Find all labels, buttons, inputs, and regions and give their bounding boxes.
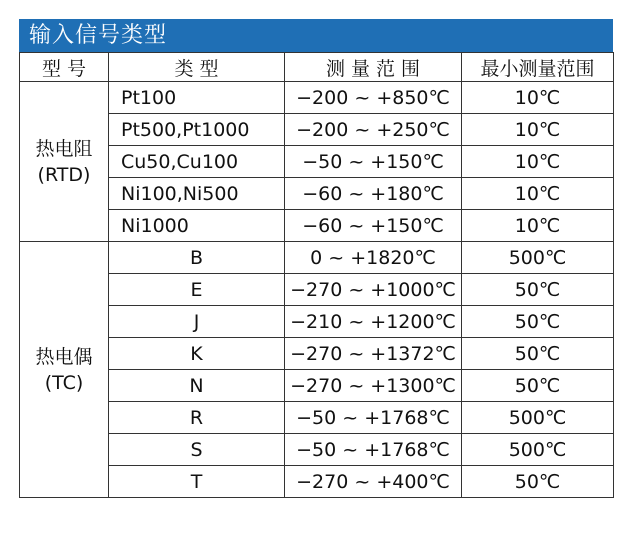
cell-range: −50 ~ +150℃ (285, 146, 462, 178)
cell-min-range: 10℃ (462, 114, 614, 146)
input-signal-table-panel (19, 19, 613, 498)
cell-model: Ni1000 (109, 210, 285, 242)
table-row (20, 210, 614, 242)
table-row (20, 370, 614, 402)
table-row (20, 242, 614, 274)
cell-range: −50 ~ +1768℃ (285, 402, 462, 434)
table-row (20, 114, 614, 146)
table-row (20, 338, 614, 370)
cell-min-range: 50℃ (462, 274, 614, 306)
cell-min-range: 50℃ (462, 306, 614, 338)
table-row (20, 466, 614, 498)
cell-model: J (109, 306, 285, 338)
header-type: 型 号 (20, 53, 109, 82)
table-title: 输入信号类型 (19, 19, 613, 52)
cell-model: T (109, 466, 285, 498)
header-range: 测 量 范 围 (285, 53, 462, 82)
cell-model: Pt100 (109, 82, 285, 114)
cell-min-range: 50℃ (462, 370, 614, 402)
cell-range: −270 ~ +400℃ (285, 466, 462, 498)
table-row (20, 274, 614, 306)
cell-min-range: 500℃ (462, 434, 614, 466)
cell-min-range: 10℃ (462, 178, 614, 210)
cell-min-range: 500℃ (462, 242, 614, 274)
cell-model: Ni100,Ni500 (109, 178, 285, 210)
table-row (20, 178, 614, 210)
cell-model: Cu50,Cu100 (109, 146, 285, 178)
cell-min-range: 50℃ (462, 338, 614, 370)
cell-model: N (109, 370, 285, 402)
cell-range: −200 ~ +250℃ (285, 114, 462, 146)
cell-model: B (109, 242, 285, 274)
cell-model: K (109, 338, 285, 370)
signal-type-table (19, 52, 614, 498)
cell-range: −60 ~ +180℃ (285, 178, 462, 210)
cell-min-range: 10℃ (462, 146, 614, 178)
table-row (20, 82, 614, 114)
cell-model: S (109, 434, 285, 466)
cell-min-range: 500℃ (462, 402, 614, 434)
cell-model: Pt500,Pt1000 (109, 114, 285, 146)
cell-range: −270 ~ +1000℃ (285, 274, 462, 306)
cell-range: −210 ~ +1200℃ (285, 306, 462, 338)
cell-range: 0 ~ +1820℃ (285, 242, 462, 274)
cell-min-range: 10℃ (462, 210, 614, 242)
cell-min-range: 10℃ (462, 82, 614, 114)
header-min-range: 最小测量范围 (462, 53, 614, 82)
cell-model: R (109, 402, 285, 434)
cell-range: −270 ~ +1372℃ (285, 338, 462, 370)
group-label-line1: 热电偶 (35, 345, 93, 368)
table-row (20, 146, 614, 178)
cell-min-range: 50℃ (462, 466, 614, 498)
cell-model: E (109, 274, 285, 306)
cell-range: −200 ~ +850℃ (285, 82, 462, 114)
cell-range: −270 ~ +1300℃ (285, 370, 462, 402)
table-row (20, 306, 614, 338)
group-label-line1: 热电阻 (35, 137, 93, 160)
group-label-tc (20, 242, 109, 498)
table-row (20, 434, 614, 466)
table-row (20, 402, 614, 434)
header-model: 类 型 (109, 53, 285, 82)
group-label-line2: (RTD) (37, 163, 91, 186)
group-label-line2: (TC) (44, 371, 84, 394)
cell-range: −50 ~ +1768℃ (285, 434, 462, 466)
cell-range: −60 ~ +150℃ (285, 210, 462, 242)
group-label-rtd (20, 82, 109, 242)
table-header-row (20, 53, 614, 82)
